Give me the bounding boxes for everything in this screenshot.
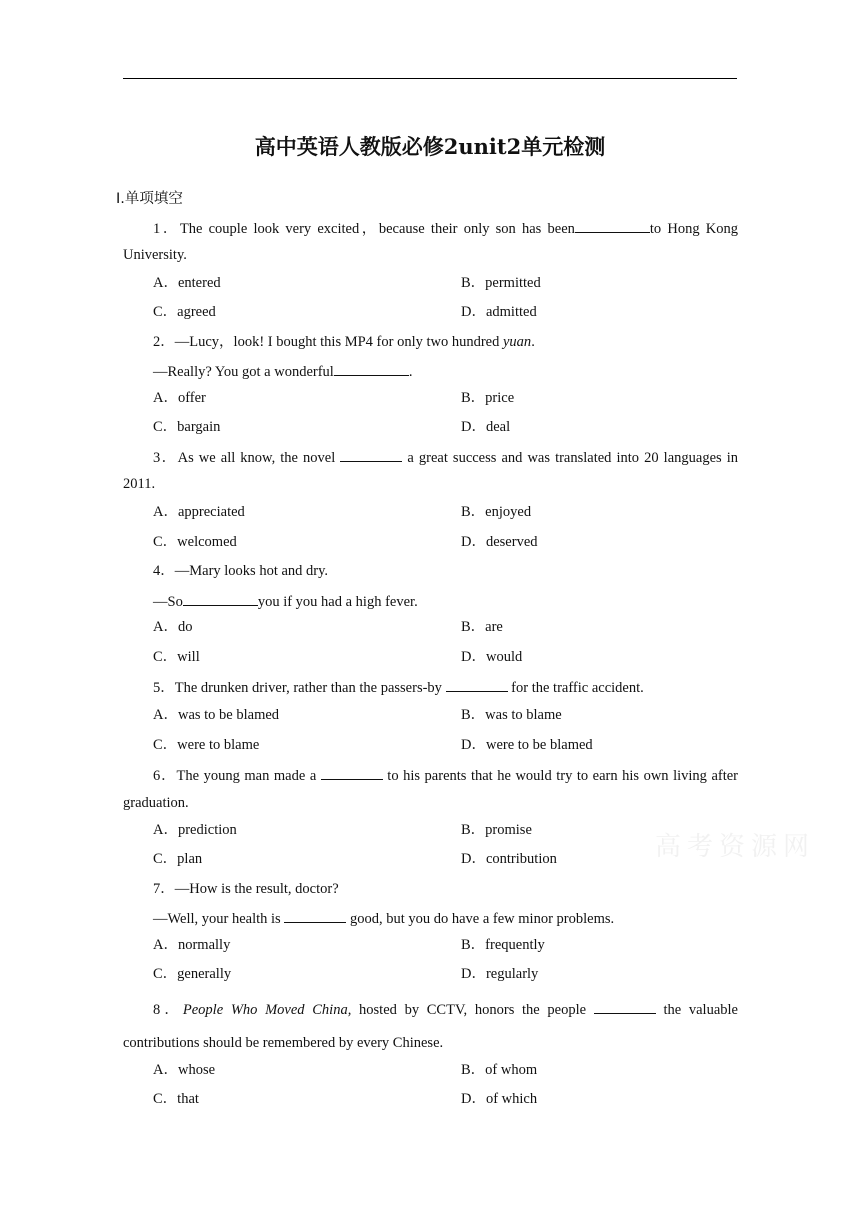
q7-option-c[interactable]: C．generally	[153, 966, 232, 982]
q1-option-d[interactable]: D．admitted	[461, 304, 537, 320]
answer-blank	[575, 218, 650, 233]
q8-option-b[interactable]: B．of whom	[461, 1062, 538, 1078]
watermark: 高考资源网	[655, 832, 816, 862]
question-1-continuation: University.	[123, 247, 187, 263]
q5-option-c[interactable]: C．were to blame	[153, 737, 260, 753]
q2-option-a[interactable]: A．offer	[153, 390, 206, 406]
q6-option-a[interactable]: A．prediction	[153, 822, 237, 838]
q4-option-a[interactable]: A．do	[153, 619, 193, 635]
question-6-continuation: graduation.	[123, 795, 189, 811]
question-3-continuation: 2011.	[123, 476, 156, 492]
question-7-stem: 7．—How is the result, doctor?	[153, 881, 339, 897]
q3-option-b[interactable]: B．enjoyed	[461, 504, 532, 520]
q1-option-c[interactable]: C．agreed	[153, 304, 216, 320]
question-2-reply: —Really? You got a wonderful .	[153, 361, 412, 381]
q3-option-a[interactable]: A．appreciated	[153, 504, 245, 520]
q3-option-d[interactable]: D．deserved	[461, 534, 538, 550]
q2-option-c[interactable]: C．bargain	[153, 419, 221, 435]
answer-blank	[340, 447, 402, 462]
q6-option-c[interactable]: C．plan	[153, 851, 203, 867]
q6-option-b[interactable]: B．promise	[461, 822, 532, 838]
answer-blank	[183, 591, 258, 606]
q8-option-d[interactable]: D．of which	[461, 1091, 538, 1107]
q6-option-d[interactable]: D．contribution	[461, 851, 557, 867]
question-8-stem: 8．People Who Moved China, hosted by CCTV, honors the people the valuable	[153, 999, 738, 1019]
q8-option-a[interactable]: A．whose	[153, 1062, 216, 1078]
q5-option-b[interactable]: B．was to blame	[461, 707, 562, 723]
question-4-stem: 4．—Mary looks hot and dry.	[153, 563, 329, 579]
q5-option-a[interactable]: A．was to be blamed	[153, 707, 280, 723]
question-1-stem: 1．The couple look very excited，because their only son has been to Hong Kong	[153, 218, 738, 238]
answer-blank	[446, 677, 508, 692]
q8-option-c[interactable]: C．that	[153, 1091, 199, 1107]
answer-blank	[284, 908, 346, 923]
question-8-continuation: contributions should be remembered by every Chinese.	[123, 1035, 444, 1051]
answer-blank	[321, 765, 383, 780]
q7-option-d[interactable]: D．regularly	[461, 966, 539, 982]
q7-option-a[interactable]: A．normally	[153, 937, 231, 953]
question-4-reply: —So you if you had a high fever.	[153, 591, 418, 611]
question-3-stem: 3．As we all know, the novel a great success and was translated into 20 languages in	[153, 447, 738, 467]
answer-blank	[334, 361, 409, 376]
q2-option-d[interactable]: D．deal	[461, 419, 511, 435]
q4-option-c[interactable]: C．will	[153, 649, 200, 665]
question-6-stem: 6．The young man made a to his parents that he would try to earn his own living after	[153, 765, 738, 785]
q1-option-b[interactable]: B．permitted	[461, 275, 541, 291]
question-7-reply: —Well, your health is good, but you do have a few minor problems.	[153, 908, 614, 928]
header-rule	[123, 78, 737, 79]
q4-option-b[interactable]: B．are	[461, 619, 503, 635]
q2-option-b[interactable]: B．price	[461, 390, 515, 406]
q1-option-a[interactable]: A．entered	[153, 275, 221, 291]
q3-option-c[interactable]: C．welcomed	[153, 534, 237, 550]
question-2-stem: 2．—Lucy，look! I bought this MP4 for only two hundred yuan.	[153, 334, 535, 350]
answer-blank	[594, 999, 656, 1014]
question-5-stem: 5．The drunken driver, rather than the passers-by for the traffic accident.	[153, 677, 644, 697]
q5-option-d[interactable]: D．were to be blamed	[461, 737, 593, 753]
q7-option-b[interactable]: B．frequently	[461, 937, 545, 953]
section-heading: Ⅰ.单项填空	[116, 191, 183, 207]
page-title: 高中英语人教版必修2unit2单元检测	[254, 134, 606, 159]
q4-option-d[interactable]: D．would	[461, 649, 523, 665]
